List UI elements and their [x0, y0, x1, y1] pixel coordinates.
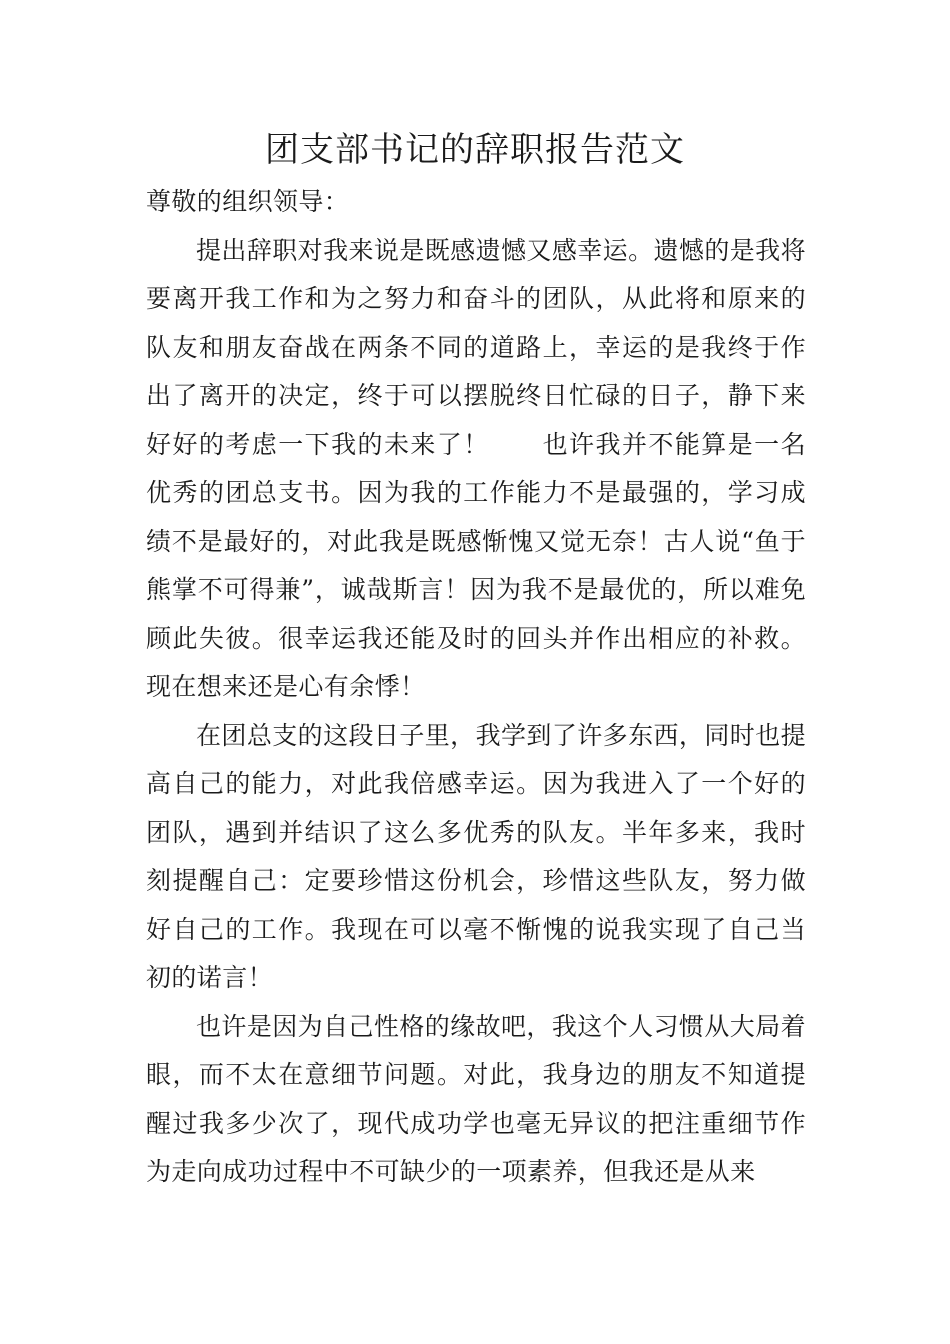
paragraph-3: 也许是因为自己性格的缘故吧，我这个人习惯从大局着眼，而不太在意细节问题。对此，我身边的朋友不知道提醒过我多少次了，现代成功学也毫无异议的把注重细节作为走向成功过程中不可缺少的一项素养，但我还是从来 [146, 1011, 806, 1186]
document-body [146, 178, 806, 1197]
salutation: 尊敬的组织领导： [146, 187, 350, 216]
paragraph-2: 在团总支的这段日子里，我学到了许多东西，同时也提高自己的能力，对此我倍感幸运。因为我进入了一个好的团队，遇到并结识了这么多优秀的队友。半年多来，我时刻提醒自己：定要珍惜这份机会，珍惜这些队友，努力做好自己的工作。我现在可以毫不惭愧的说我实现了自己当初的诺言！ [146, 720, 806, 992]
paragraph-1: 提出辞职对我来说是既感遗憾又感幸运。遗憾的是我将要离开我工作和为之努力和奋斗的团队，从此将和原来的队友和朋友奋战在两条不同的道路上，幸运的是我终于作出了离开的决定，终于可以摆脱终日忙碌的日子，静下来好好的考虑一下我的未来了！ 也许我并不能算是一名优秀的团总支书。因为我的工作能力不是最强的，学习成绩不是最好的，对此我是既感惭愧又觉无奈！古人说“鱼于熊掌不可得兼”，诚哉斯言！因为我不是最优的，所以难免顾此失彼。很幸运我还能及时的回头并作出相应的补救。现在想来还是心有余悸！ [146, 235, 806, 701]
document-title: 团支部书记的辞职报告范文 [265, 130, 685, 170]
